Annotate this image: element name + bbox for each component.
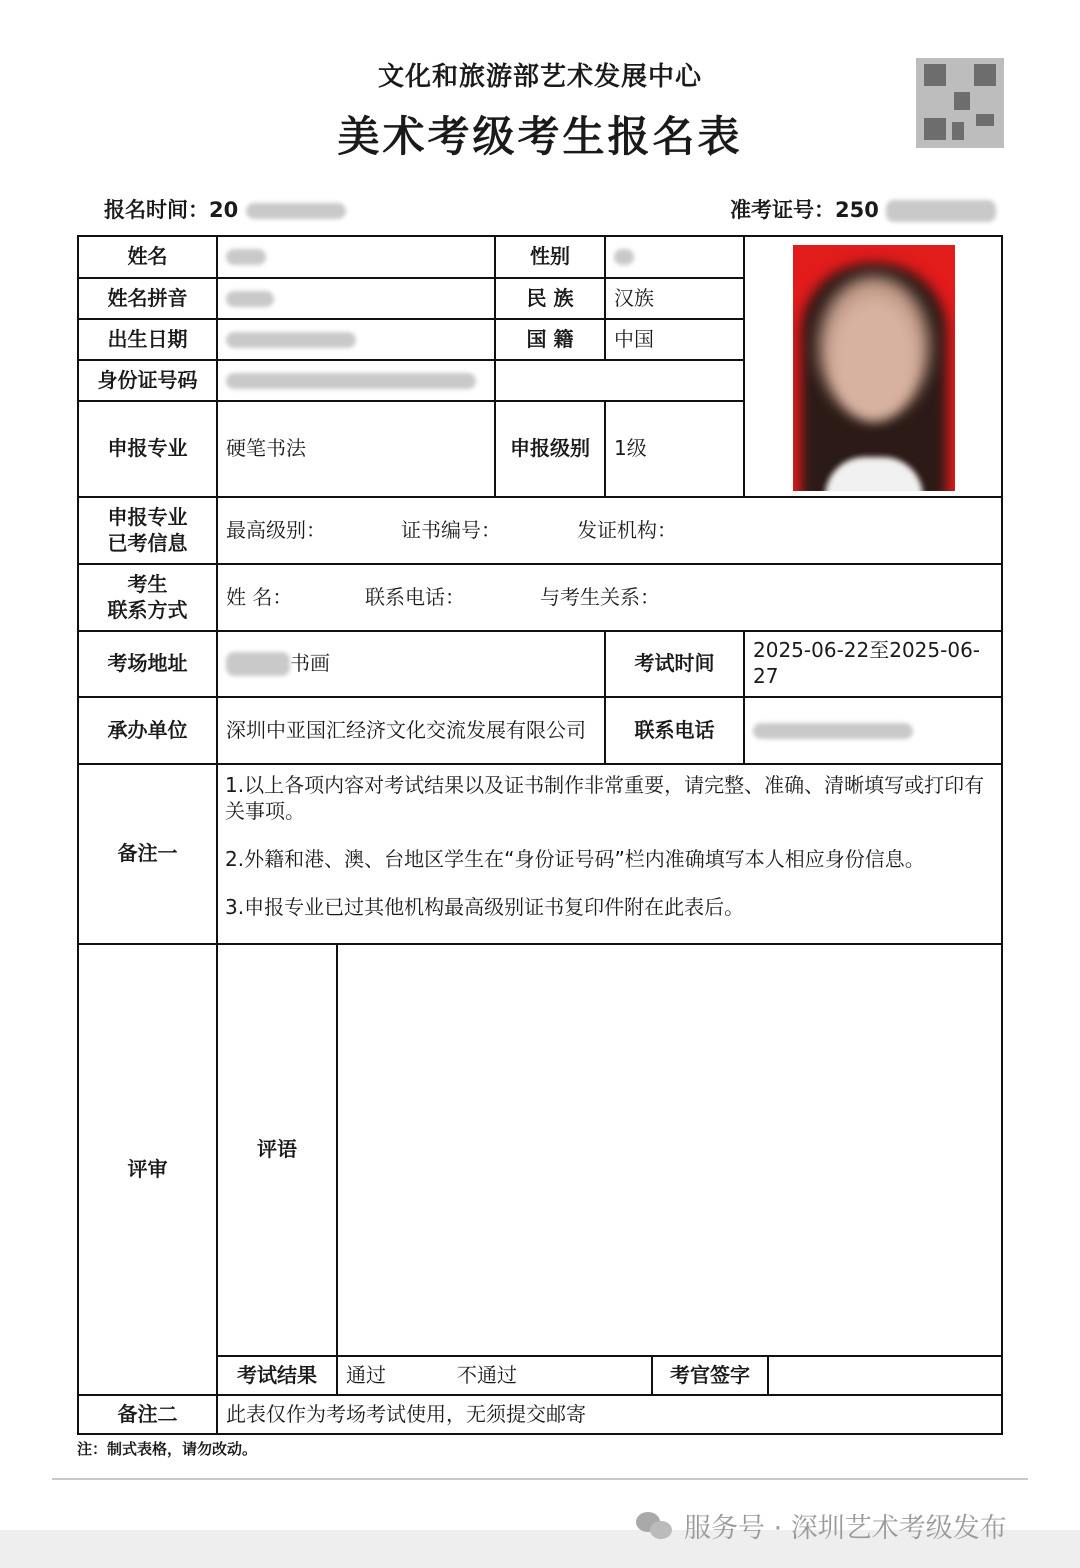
fail-option: 不通过 xyxy=(457,1362,517,1387)
issuer-field: 发证机构： xyxy=(577,517,677,542)
major-label: 申报专业 xyxy=(107,436,188,461)
remark2-value: 此表仅作为考场考试使用，无须提交邮寄 xyxy=(226,1401,586,1426)
organizer-label: 承办单位 xyxy=(107,717,188,742)
note-1: 1.以上各项内容对考试结果以及证书制作非常重要，请完整、准确、清晰填写或打印有关事项。 xyxy=(225,773,985,823)
review-label: 评审 xyxy=(127,1156,168,1181)
registration-time-label: 报名时间： xyxy=(104,198,209,222)
qr-code xyxy=(916,58,1004,148)
brand-watermark xyxy=(636,1506,1007,1545)
ethnicity-value: 汉族 xyxy=(614,285,654,310)
pass-option: 通过 xyxy=(346,1362,386,1387)
examiner-label: 考官签字 xyxy=(670,1362,750,1387)
level-label: 申报级别 xyxy=(510,436,590,461)
ticket-number-label: 准考证号： xyxy=(730,198,835,222)
remark1-label: 备注一 xyxy=(117,841,178,866)
registration-time xyxy=(104,194,346,224)
gender-value xyxy=(606,237,743,277)
applicant-photo xyxy=(793,245,955,491)
ticket-number xyxy=(730,194,996,224)
contact-label: 考生 联系方式 xyxy=(107,571,188,622)
birth-date-label: 出生日期 xyxy=(107,326,188,351)
registration-table xyxy=(77,235,1003,1435)
wechat-icon xyxy=(636,1510,676,1542)
divider xyxy=(52,1478,1028,1480)
nationality-value: 中国 xyxy=(614,326,654,351)
pinyin-label: 姓名拼音 xyxy=(107,285,188,310)
venue-value xyxy=(218,632,604,696)
organization-name: 文化和旅游部艺术发展中心 xyxy=(377,62,702,92)
nationality-label: 国 籍 xyxy=(526,326,574,351)
level-value: 1级 xyxy=(614,436,647,461)
note-3: 3.申报专业已过其他机构最高级别证书复印件附在此表后。 xyxy=(225,895,745,919)
organizer-value: 深圳中亚国汇经济文化交流发展有限公司 xyxy=(226,717,586,742)
highest-level-field: 最高级别： xyxy=(226,517,326,542)
prior-exam-label: 申报专业 已考信息 xyxy=(107,504,188,555)
redacted-text xyxy=(886,200,996,222)
phone-value xyxy=(745,698,1001,763)
id-number-value xyxy=(218,361,743,400)
brand-text: 服务号 · 深圳艺术考级发布 xyxy=(684,1513,1007,1544)
birth-date-value xyxy=(218,320,494,359)
remark2-label: 备注二 xyxy=(117,1401,178,1426)
exam-time-label: 考试时间 xyxy=(634,651,715,676)
contact-name-field: 姓 名： xyxy=(226,584,293,609)
name-value xyxy=(218,237,494,277)
redacted-text xyxy=(246,203,346,219)
venue-label: 考场地址 xyxy=(107,651,188,676)
id-number-label: 身份证号码 xyxy=(97,367,198,392)
pinyin-value xyxy=(218,279,494,318)
footnote: 注：制式表格，请勿改动。 xyxy=(77,1440,258,1458)
gender-label: 性别 xyxy=(530,244,570,269)
comment-label: 评语 xyxy=(257,1137,297,1162)
result-label: 考试结果 xyxy=(237,1362,317,1387)
venue-value-suffix: 书画 xyxy=(290,651,330,676)
registration-time-value: 20 xyxy=(209,198,239,222)
name-label: 姓名 xyxy=(127,244,168,269)
note-2: 2.外籍和港、澳、台地区学生在“身份证号码”栏内准确填写本人相应身份信息。 xyxy=(225,847,925,871)
ticket-number-value: 250 xyxy=(835,198,879,222)
relation-field: 与考生关系： xyxy=(540,584,660,609)
exam-time-value: 2025-06-22至2025-06-27 xyxy=(753,638,981,688)
form-title: 美术考级考生报名表 xyxy=(337,112,743,161)
major-value: 硬笔书法 xyxy=(226,436,306,461)
ethnicity-label: 民 族 xyxy=(526,285,574,310)
contact-phone-field: 联系电话： xyxy=(365,584,465,609)
cert-number-field: 证书编号： xyxy=(401,517,501,542)
phone-label: 联系电话 xyxy=(634,717,715,742)
